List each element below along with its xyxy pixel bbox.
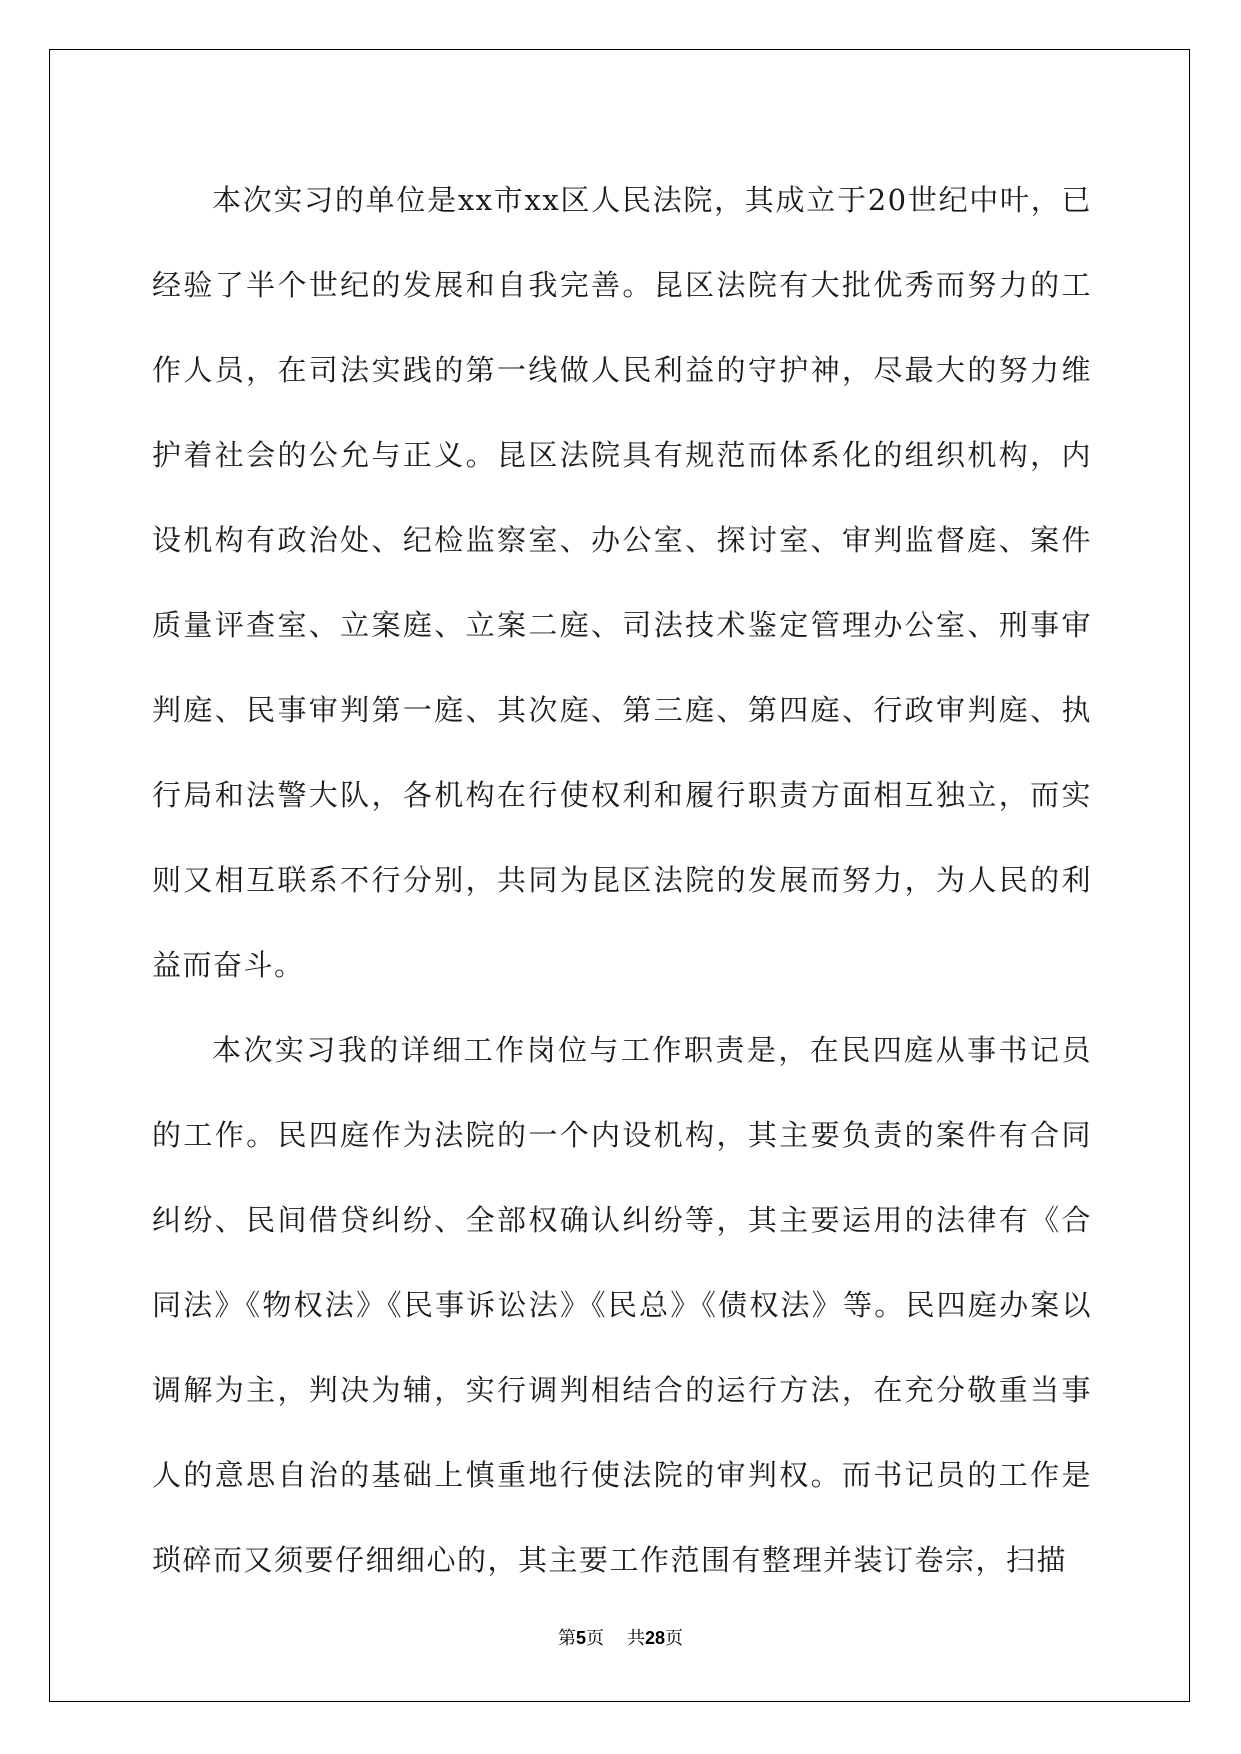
page-suffix: 页 — [586, 1628, 605, 1649]
total-suffix: 页 — [664, 1628, 683, 1649]
document-body — [152, 158, 1092, 1603]
page-footer — [0, 1624, 1241, 1650]
paragraph-1: 本次实习的单位是xx市xx区人民法院，其成立于20世纪中叶，已经验了半个世纪的发展和自我完善。昆区法院有大批优秀而努力的工作人员，在司法实践的第一线做人民利益的守护神，尽最大的努力维护着社会的公允与正义。昆区法院具有规范而体系化的组织机构，内设机构有政治处、纪检监察室、办公室、探讨室、审判监督庭、案件质量评查室、立案庭、立案二庭、司法技术鉴定管理办公室、刑事审判庭、民事审判第一庭、其次庭、第三庭、第四庭、行政审判庭、执行局和法警大队，各机构在行使权利和履行职责方面相互独立，而实则又相互联系不行分别，共同为昆区法院的发展而努力，为人民的利益而奋斗。 — [152, 183, 1092, 982]
page-prefix: 第 — [558, 1628, 577, 1649]
total-prefix: 共 — [626, 1628, 645, 1649]
total-pages: 28 — [644, 1628, 665, 1648]
paragraph-2: 本次实习我的详细工作岗位与工作职责是，在民四庭从事书记员的工作。民四庭作为法院的一个内设机构，其主要负责的案件有合同纠纷、民间借贷纠纷、全部权确认纠纷等，其主要运用的法律有《合同法》《物权法》《民事诉讼法》《民总》《债权法》等。民四庭办案以调解为主，判决为辅，实行调判相结合的运行方法，在充分敬重当事人的意思自治的基础上慎重地行使法院的审判权。而书记员的工作是琐碎而又须要仔细细心的，其主要工作范围有整理并装订卷宗，扫描 — [152, 1033, 1092, 1577]
page-number: 5 — [576, 1628, 587, 1648]
